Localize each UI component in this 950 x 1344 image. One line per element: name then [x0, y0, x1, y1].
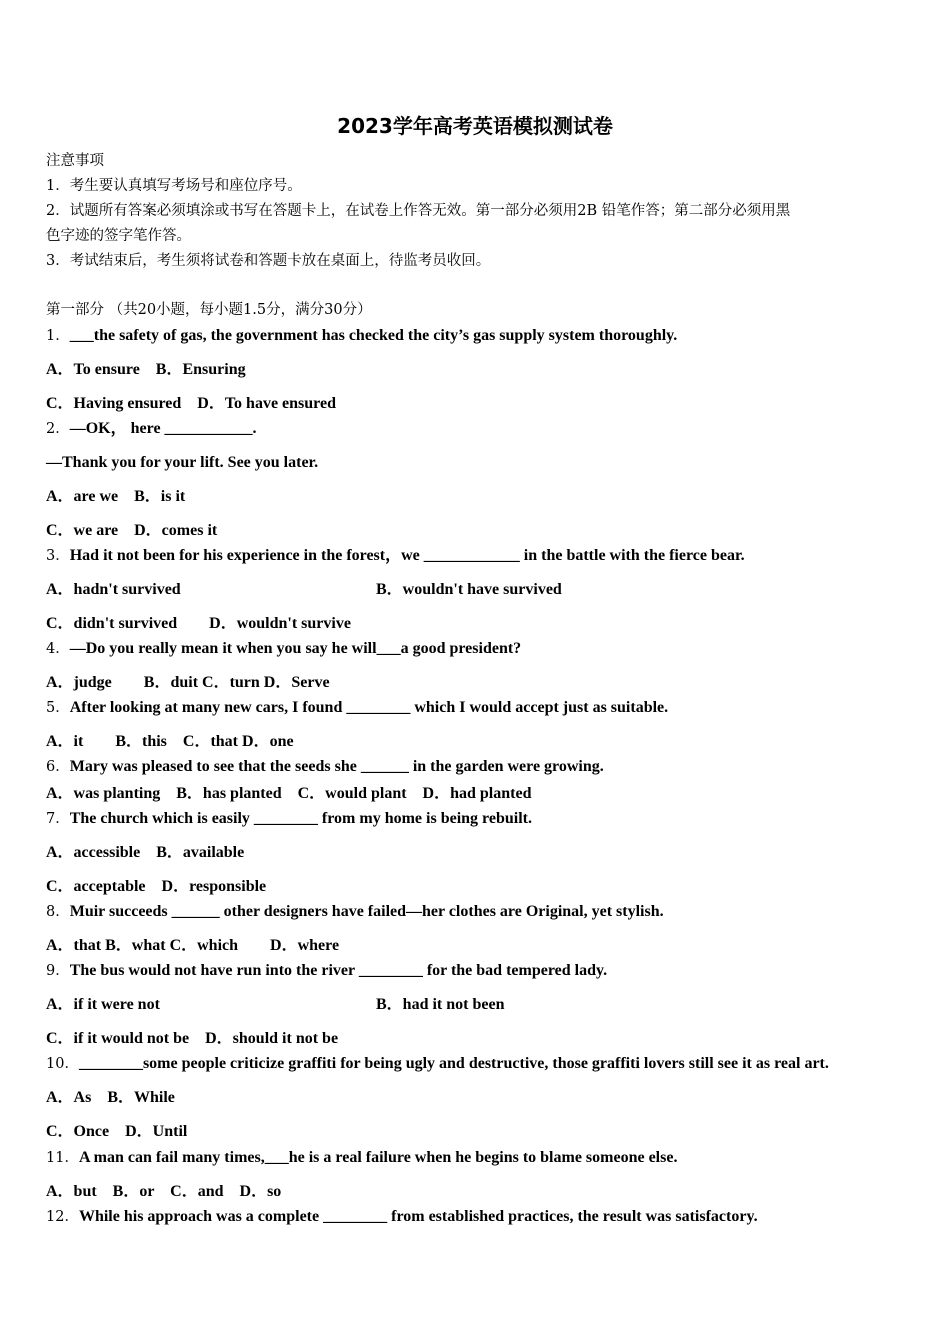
question-text: After looking at many new cars, I found ________ which I would accept just as suitable. [69, 699, 669, 716]
question-text: —OK， here ___________. [69, 420, 257, 437]
answer-options: C．Having ensured D．To have ensured [46, 395, 336, 412]
question-number: 12． [46, 1209, 79, 1225]
question-stem [46, 901, 664, 923]
answer-options [46, 579, 181, 601]
question-number: 4． [46, 641, 70, 657]
question-stem [46, 1147, 677, 1169]
question-number: 2． [46, 421, 70, 437]
notice-heading: 注意事项 [46, 153, 104, 169]
answer-options: A．To ensure B．Ensuring [46, 361, 246, 378]
question-stem [46, 1053, 829, 1075]
question-text: Had it not been for his experience in the forest，we ____________ in the battle with the fierce bear. [69, 547, 745, 564]
section-heading: 第一部分 （共20小题，每小题1.5分，满分30分） [46, 302, 372, 318]
option-a: A．hadn't survived [46, 581, 181, 598]
question-stem [46, 638, 521, 660]
answer-options: A．it B．this C．that D．one [46, 733, 294, 750]
question-text: —Do you really mean it when you say he will___a good president? [69, 640, 522, 657]
question-stem [46, 418, 257, 440]
answer-options: C．we are D．comes it [46, 522, 218, 539]
notice-item: 2．试题所有答案必须填涂或书写在答题卡上，在试卷上作答无效。第一部分必须用2B 铅笔作答；第二部分必须用黑 [46, 203, 791, 219]
answer-options: A．are we B．is it [46, 488, 186, 505]
question-number: 1． [46, 328, 70, 344]
answer-options: C．if it would not be D．should it not be [46, 1030, 339, 1047]
answer-options: A．As B．While [46, 1089, 175, 1106]
answer-options: C．acceptable D．responsible [46, 878, 267, 895]
question-text: ________some people criticize graffiti for being ugly and destructive, those graffiti lovers still see it as real art. [78, 1055, 829, 1072]
notice-item: 1．考生要认真填写考场号和座位序号。 [46, 178, 302, 194]
question-number: 9． [46, 963, 70, 979]
notice-item: 色字迹的签字笔作答。 [46, 228, 191, 244]
answer-options: A．that B．what C．which D．where [46, 937, 340, 954]
question-number: 11． [46, 1150, 79, 1166]
question-stem [46, 808, 532, 830]
question-text: ___the safety of gas, the government has checked the city’s gas supply system thoroughly. [69, 327, 678, 344]
question-number: 5． [46, 700, 70, 716]
answer-options: A．but B．or C．and D．so [46, 1183, 282, 1200]
question-stem [46, 697, 668, 719]
question-text: A man can fail many times,___he is a real failure when he begins to blame someone else. [78, 1149, 678, 1166]
question-text: While his approach was a complete ________ from established practices, the result was satisfactory. [78, 1208, 758, 1225]
option-b: B．had it not been [376, 996, 505, 1013]
question-number: 8． [46, 904, 70, 920]
answer-options: A．was planting B．has planted C．would plant D．had planted [46, 785, 532, 802]
question-stem [46, 325, 677, 347]
question-stem [46, 545, 745, 567]
question-text: Mary was pleased to see that the seeds she ______ in the garden were growing. [69, 758, 604, 775]
answer-options: C．didn't survived D．wouldn't survive [46, 615, 351, 632]
notice-item: 3．考试结束后，考生须将试卷和答题卡放在桌面上，待监考员收回。 [46, 253, 491, 269]
option-a: A．if it were not [46, 996, 160, 1013]
question-text: Muir succeeds ______ other designers have failed—her clothes are Original, yet stylish. [69, 903, 664, 920]
option-b: B．wouldn't have survived [376, 581, 562, 598]
answer-options: C．Once D．Until [46, 1123, 188, 1140]
question-number: 10． [46, 1056, 79, 1072]
answer-options [46, 994, 160, 1016]
question-text: The church which is easily ________ from my home is being rebuilt. [69, 810, 532, 827]
question-number: 3． [46, 548, 70, 564]
answer-options: A．accessible B．available [46, 844, 245, 861]
question-stem [46, 1206, 758, 1228]
question-number: 7． [46, 811, 70, 827]
question-stem [46, 756, 604, 778]
page-title: 2023学年高考英语模拟测试卷 [337, 114, 613, 138]
answer-options: A．judge B．duit C．turn D．Serve [46, 674, 330, 691]
question-number: 6． [46, 759, 70, 775]
question-stem [46, 960, 607, 982]
dialogue-line: —Thank you for your lift. See you later. [46, 454, 319, 471]
question-text: The bus would not have run into the river ________ for the bad tempered lady. [69, 962, 608, 979]
